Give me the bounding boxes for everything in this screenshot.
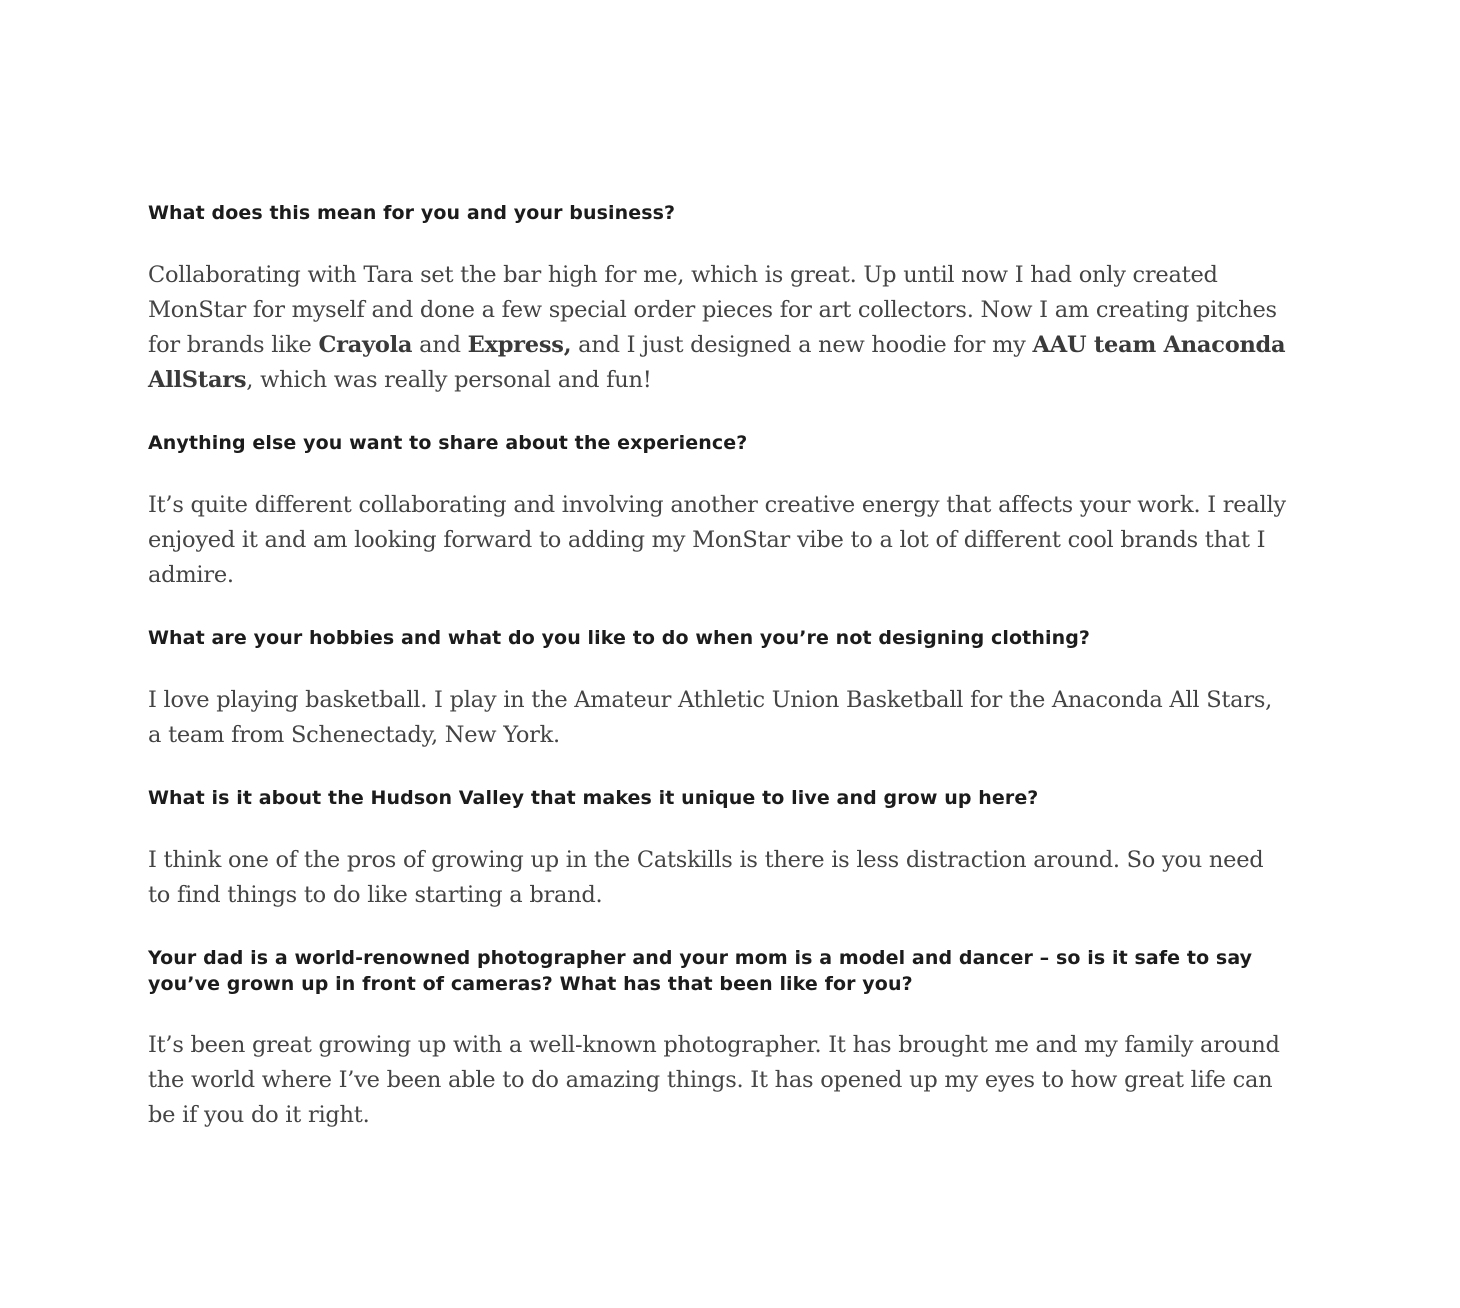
answer-text: , which was really personal and fun! [246, 367, 652, 393]
interview-question: Anything else you want to share about the experience? [148, 432, 748, 454]
answer-text: and I just designed a new hoodie for my [571, 332, 1033, 358]
interview-answer: I think one of the pros of growing up in the Catskills is there is less distraction around. So you need to find things to do like starting a brand. [148, 847, 1264, 908]
interview-answer: It’s quite different collaborating and involving another creative energy that affects your work. I really enjoyed it and am looking forward to adding my MonStar vibe to a lot of different cool brands that I admire. [148, 492, 1286, 588]
brand-name-bold: Express, [467, 332, 572, 358]
interview-question: What does this mean for you and your business? [148, 202, 676, 224]
interview-question: Your dad is a world-renowned photographer and your mom is a model and dancer – so is it safe to say you’ve grown up in front of cameras? What has that been like for you? [148, 947, 1253, 995]
article-body [148, 200, 1288, 1133]
interview-answer [148, 258, 1288, 398]
answer-text: Collaborating with Tara set the bar high for me, which is great. Up until now I had only created MonStar for myself and done a few special order pieces for art collectors. Now I am creating pitches for brands like [148, 262, 1277, 358]
team-name-bold: AAU team Anaconda AllStars [148, 332, 1286, 393]
interview-question: What is it about the Hudson Valley that makes it unique to live and grow up here? [148, 787, 1039, 809]
interview-answer: It’s been great growing up with a well-known photographer. It has brought me and my family around the world where I’ve been able to do amazing things. It has opened up my eyes to how great life can be if you do it right. [148, 1032, 1280, 1128]
interview-question: What are your hobbies and what do you like to do when you’re not designing clothing? [148, 627, 1091, 649]
brand-name-bold: Crayola [318, 332, 413, 358]
interview-answer: I love playing basketball. I play in the Amateur Athletic Union Basketball for the Anaconda All Stars, a team from Schenectady, New York. [148, 687, 1273, 748]
answer-text: and [412, 332, 468, 358]
